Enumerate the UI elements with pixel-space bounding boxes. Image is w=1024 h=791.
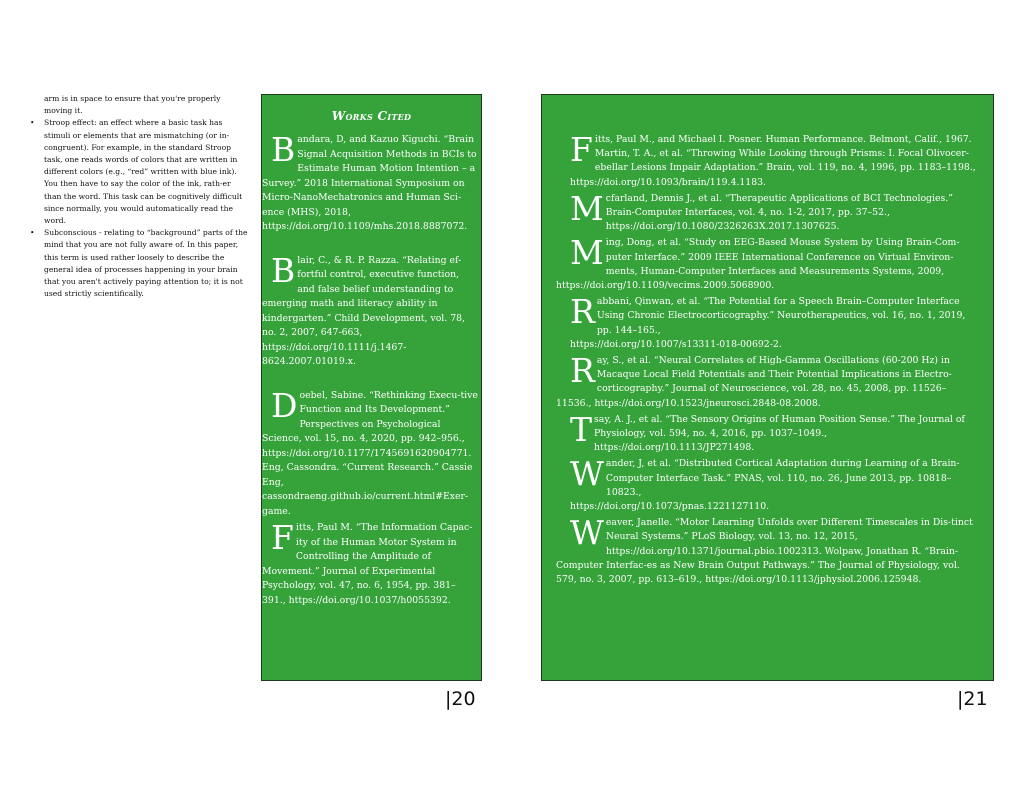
drop-cap: M: [570, 233, 604, 273]
citation-entry: [262, 130, 479, 235]
citation-text: cfarland, Dennis J., et al. “Therapeutic Applications of BCI Technologies.” Brain-Computer Interfaces, vol. 4, no. 1-2, 2017, pp. 37–52., https://doi.org/10.1080/2326263X.2017.1307625.: [605, 192, 953, 233]
drop-cap: B: [271, 130, 296, 169]
glossary-item-text: Subconscious - relating to “background” parts of the mind that you are not fully aware of. In this paper, this term is used rather loosely to describe the general idea of processes happening in your brain that you aren't actively paying attention to; it is not used strictly scientifically.: [44, 228, 248, 299]
drop-cap: W: [570, 513, 604, 553]
works-cited-panel-right: [541, 94, 994, 681]
citation-entry: [556, 292, 979, 352]
works-cited-list-right: [542, 95, 993, 587]
glossary-item: [28, 227, 250, 300]
citation-doi: https://doi.org/10.1073/pnas.1221127110.: [570, 501, 770, 513]
citation-entry: [262, 518, 479, 608]
citation-entry: [556, 454, 979, 514]
citation-doi: https://doi.org/10.1007/s13311-018-00692-2.: [570, 338, 782, 350]
drop-cap: M: [570, 188, 604, 228]
drop-cap: F: [570, 130, 593, 169]
bullet-icon: •: [30, 118, 35, 128]
citation-entry: [556, 409, 979, 456]
drop-cap: F: [271, 518, 294, 557]
citation-text: andara, D, and Kazuo Kiguchi. “Brain Signal Acquisition Methods in BCIs to Estimate Human Motion Intention – a Survey.” 2018 International Symposium on Micro-NanoMechatronics and Human Sci-ence (MHS), 2018, https://doi.org/10.1109/mhs.2018.8887072.: [262, 134, 477, 232]
works-cited-panel-left: [261, 94, 482, 681]
glossary-item-text: Stroop effect: an effect where a basic task has stimuli or elements that are mismatching (or in-congruent). For example, in the standard Stroop task, one reads words of colors that are written in different colors (e.g., “red” written with blue ink). You then have to say the color of the ink, rath-er than the word. This task can be cognitively difficult since normally, you would automatically read the word.: [44, 118, 243, 226]
glossary-item: [28, 117, 250, 227]
citation-entry: [556, 188, 979, 235]
citation-entry: [556, 351, 979, 411]
page-number-right: |21: [957, 688, 988, 710]
citation-text: itts, Paul M. “The Information Capac-ity of the Human Motor System in Controlling the Amplitude of Movement.” Journal of Experimental Psychology, vol. 47, no. 6, 1954, pp. 381–391., https://doi.org/10.1037/h0055392.: [262, 522, 473, 606]
glossary-column: [28, 93, 250, 300]
bullet-icon: •: [30, 228, 35, 238]
citation-entry: [556, 233, 979, 293]
glossary-list: [28, 117, 250, 300]
drop-cap: W: [570, 454, 604, 494]
works-cited-title: Works Cited: [331, 109, 412, 123]
works-cited-list-left: [262, 130, 481, 608]
citation-text: say, A. J., et al. “The Sensory Origins of Human Position Sense.” The Journal of Physiology, vol. 594, no. 4, 2016, pp. 1037–1049., https://doi.org/10.1113/JP271498.: [594, 413, 965, 454]
citation-text: lair, C., & R. P. Razza. “Relating ef-fortful control, executive function, and false belief understanding to emerging math and literacy ability in kindergarten.” Child Development, vol. 78, no. 2, 2007, 647-663, https://doi.org/10.1111/j.1467-8624.2007.01019.x.: [262, 254, 465, 367]
citation-text: oebel, Sabine. “Rethinking Execu-tive Function and Its Development.” Perspectives on Psychological Science, vol. 15, no. 4, 2020, pp. 942–956., https://doi.org/10.1177/1745691620904771. Eng, Cassondra. “Current Research.” Cassie Eng, cassondraeng.github.io/current.html#Exer-game.: [262, 389, 478, 517]
citation-text: ander, J, et al. “Distributed Cortical Adaptation during Learning of a Brain-Computer Interface Task.” PNAS, vol. 110, no. 26, June 2013, pp. 10818–10823.,: [605, 458, 960, 498]
drop-cap: T: [570, 409, 593, 449]
drop-cap: R: [570, 292, 595, 332]
citation-entry: [556, 130, 979, 190]
citation-text: ay, S., et al. “Neural Correlates of High-Gamma Oscillations (60-200 Hz) in Macaque Local Field Potentials and Their Potential Implications in Electro-corticography.” Journal of Neuroscience, vol. 28, no. 45, 2008, pp. 11526–11536., https://doi.org/10.1523/jneurosci.2848-08.2008.: [556, 355, 952, 409]
citation-doi: https://doi.org/10.1093/brain/119.4.1183.: [570, 176, 766, 188]
drop-cap: B: [271, 250, 296, 290]
drop-cap: R: [570, 351, 595, 391]
citation-text: eaver, Janelle. “Motor Learning Unfolds over Different Timescales in Dis-tinct Neural Systems.” PLoS Biology, vol. 13, no. 12, 2015, https://doi.org/10.1371/journal.pbio.1002313. Wolpaw, Jonathan R. “Brain-Computer Interfac-es as New Brain Output Pathways.” The Journal of Physiology, vol. 579, no. 3, 2007, pp. 613–619., https://doi.org/10.1113/jphysiol.2006.125948.: [556, 517, 973, 586]
page-number-left: |20: [445, 688, 476, 710]
citation-text: itts, Paul M., and Michael I. Posner. Human Performance. Belmont, Calif., 1967. Martin, T. A., et al. “Throwing While Looking through Prisms: I. Focal Olivocer-ebellar Lesions Impair Adaptation.” Brain, vol. 119, no. 4, 1996, pp. 1183–1198.,: [594, 134, 976, 174]
citation-text: ing, Dong, et al. “Study on EEG-Based Mouse System by Using Brain-Com-puter Interface.” 2009 IEEE International Conference on Virtual Environ-ments, Human-Computer Interfaces and Measurements Systems, 2009, https://doi.org/10.1109/vecims.2009.5068900.: [556, 237, 960, 292]
citation-entry: [556, 513, 979, 587]
citation-text: abbani, Qinwan, et al. “The Potential for a Speech Brain–Computer Interface Using Chronic Electrocorticography.” Neurotherapeutics, vol. 16, no. 1, 2019, pp. 144–165.,: [596, 296, 966, 336]
drop-cap: D: [271, 385, 298, 425]
glossary-continuation: arm is in space to ensure that you're properly moving it.: [44, 94, 221, 116]
citation-entry: [262, 250, 479, 370]
citation-entry: [262, 385, 479, 520]
